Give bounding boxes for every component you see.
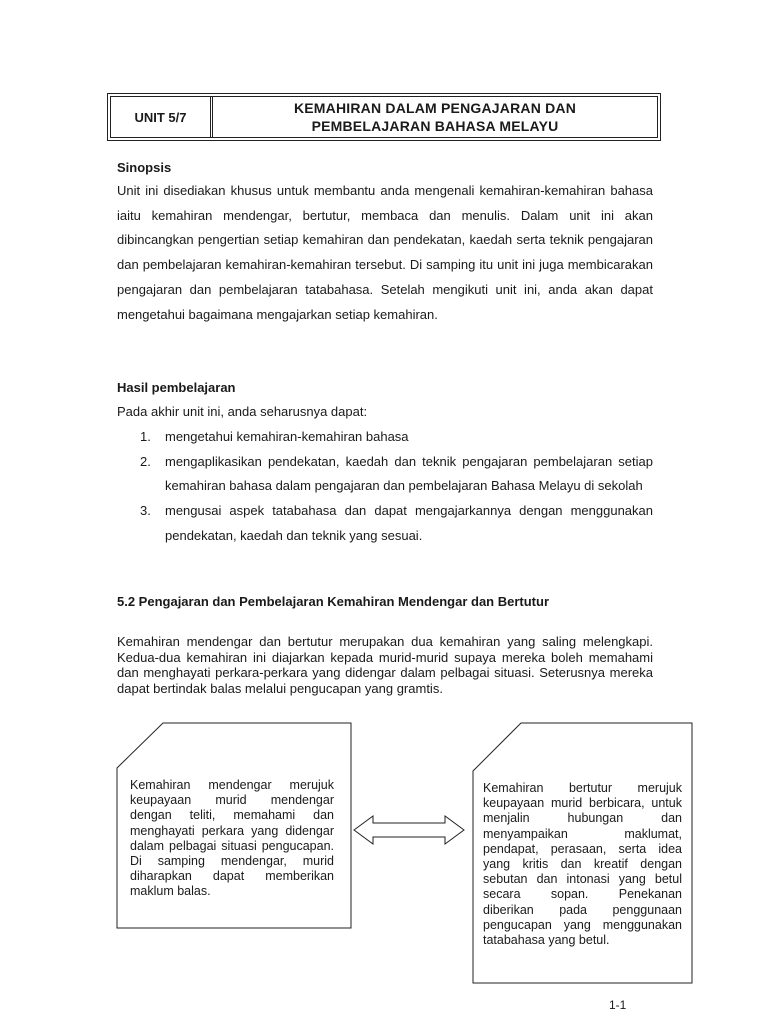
right-box-text: Kemahiran bertutur merujuk keupayaan murid berbicara, untuk menjalin hubungan dan menyampaikan maklumat, pendapat, perasaan, serta idea yang kritis dan kreatif dengan sebutan dan intonasi yang betul secara sopan. Penekanan diberikan pada penggunaan pengucapan yang menggunakan tatabahasa yang betul. <box>483 781 682 948</box>
section-heading: 5.2 Pengajaran dan Pembelajaran Kemahiran Mendengar dan Bertutur <box>117 594 550 609</box>
unit-title-line-1: KEMAHIRAN DALAM PENGAJARAN DAN <box>293 100 577 116</box>
outcome-item: 1. mengetahui kemahiran-kemahiran bahasa <box>140 429 409 444</box>
page-number: 1-1 <box>609 998 627 1012</box>
left-box-text: Kemahiran mendengar merujuk keupayaan murid mendengar dengan teliti, memahami dan menghayati perkara yang didengar dalam pelbagai situasi pengucapan. Di samping mendengar, murid diharapkan dapat memberikan maklum balas. <box>130 778 334 899</box>
outcomes-intro: Pada akhir unit ini, anda seharusnya dapat: <box>117 404 368 419</box>
unit-number: UNIT 5/7 <box>111 97 213 137</box>
outcome-item: 2. mengaplikasikan pendekatan, kaedah dan teknik pengajaran pembelajaran setiap kemahiran bahasa dalam pengajaran dan pembelajaran Bahasa Melayu di sekolah <box>140 453 653 494</box>
synopsis-text: Unit ini disediakan khusus untuk membantu anda mengenali kemahiran-kemahiran bahasa iaitu kemahiran mendengar, bertutur, membaca dan menulis. Dalam unit ini akan dibincangkan pengertian setiap kemahiran dan pendekatan, kaedah serta teknik pengajaran dan pembelajaran kemahiran-kemahiran tersebut. Di samping itu unit ini juga membicarakan pengajaran dan pembelajaran tatabahasa. Setelah mengikuti unit ini, anda akan dapat mengetahui bagaimana mengajarkan setiap kemahiran. <box>117 183 653 322</box>
section-text: Kemahiran mendengar dan bertutur merupakan dua kemahiran yang saling melengkapi. Kedua-dua kemahiran ini diajarkan kepada murid-murid supaya mereka boleh memahami dan menghayati perkara-perkara yang didengar dalam pelbagai situasi. Seterusnya mereka dapat bertindak balas melalui pengucapan yang gramtis. <box>117 634 653 696</box>
outcomes-heading: Hasil pembelajaran <box>117 380 236 395</box>
unit-title-line-2: PEMBELAJARAN BAHASA MELAYU <box>311 118 559 134</box>
synopsis-heading: Sinopsis <box>117 160 172 175</box>
outcome-item: 3. mengusai aspek tatabahasa dan dapat mengajarkannya dengan menggunakan pendekatan, kaedah dan teknik yang sesuai. <box>140 503 653 543</box>
double-arrow-icon <box>354 816 464 844</box>
